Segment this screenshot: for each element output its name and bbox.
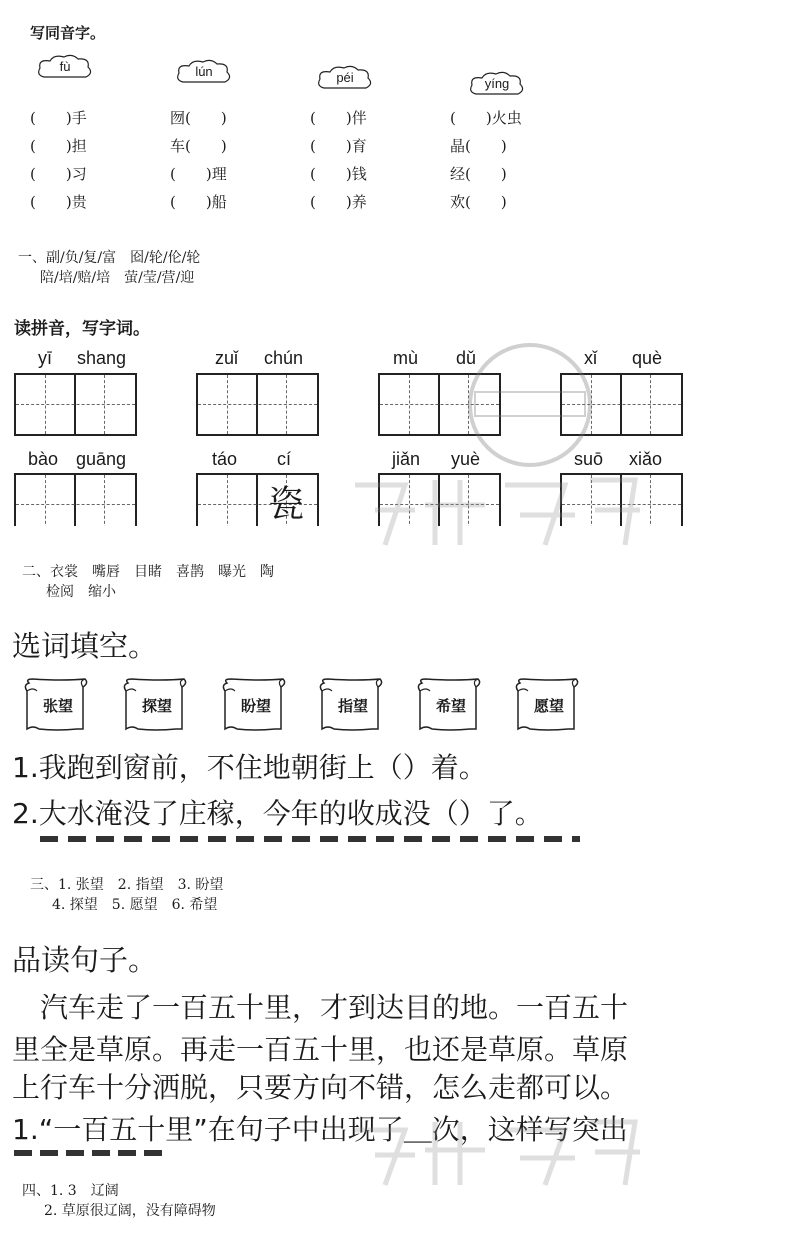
pinyin: yuè [451, 449, 481, 469]
word-scroll-2 [122, 677, 192, 733]
pinyin: yī [38, 348, 53, 368]
pinyin-cloud-1 [36, 53, 94, 83]
word-scroll-1 [23, 677, 93, 733]
scroll-word: 愿望 [533, 697, 564, 715]
section2-title: 读拼音，写字词。 [14, 319, 150, 339]
watermark-icon [345, 465, 645, 555]
watermark-icon [345, 1110, 645, 1190]
scroll-word: 希望 [435, 697, 466, 715]
answer-3-line2: 4. 探望 5. 愿望 6. 希望 [52, 897, 218, 913]
blank-2-1[interactable]: ( )担 [30, 137, 87, 155]
cloud-pinyin: yíng [484, 76, 510, 91]
blank-2-3[interactable]: ( )育 [310, 137, 367, 155]
answer-4-line1: 四、1. 3 辽阔 [22, 1183, 119, 1199]
pinyin-cloud-2 [175, 58, 233, 88]
answer-4-line2: 2. 草原很辽阔，没有障碍物 [44, 1203, 216, 1219]
pinyin: táo [212, 449, 238, 469]
section1-title: 写同音字。 [30, 24, 106, 42]
word-scroll-4 [318, 677, 388, 733]
pinyin: cí [277, 449, 292, 469]
pinyin: xiǎo [629, 449, 663, 469]
pinyin: zuǐ [215, 348, 239, 368]
answer-1-line2: 陪/培/赔/培 萤/莹/营/迎 [40, 270, 195, 286]
scroll-word: 盼望 [240, 697, 271, 715]
answer-3-line1: 三、1. 张望 2. 指望 3. 盼望 [30, 877, 224, 893]
blank-1-2[interactable]: 囫( ) [170, 109, 227, 127]
blank-4-1[interactable]: ( )贵 [30, 193, 87, 211]
scroll-word: 指望 [337, 697, 368, 715]
pinyin-cloud-3 [316, 64, 374, 94]
write-grid[interactable] [14, 373, 137, 436]
word-scroll-5 [416, 677, 486, 733]
scroll-word: 张望 [42, 697, 73, 715]
question-3-1: 1.我跑到窗前，不住地朝街上（）着。 [12, 751, 487, 784]
pinyin: shang [77, 348, 127, 368]
cloud-pinyin: lún [195, 64, 213, 79]
pinyin: xǐ [584, 348, 597, 368]
question-3-2: 2.大水淹没了庄稼，今年的收成没（）了。 [12, 797, 543, 830]
section4-title: 品读句子。 [12, 943, 158, 977]
blank-2-4[interactable]: 晶( ) [450, 137, 507, 155]
pinyin: jiǎn [392, 449, 421, 469]
section3-title: 选词填空。 [12, 629, 158, 663]
blank-3-4[interactable]: 经( ) [450, 165, 507, 183]
blank-2-2[interactable]: 车( ) [170, 137, 227, 155]
blank-3-2[interactable]: ( )理 [170, 165, 227, 183]
answer-2-line2: 检阅 缩小 [46, 584, 116, 600]
answer-2-line1: 二、衣裳 嘴唇 目睹 喜鹊 曝光 陶 [22, 564, 274, 580]
write-grid[interactable] [196, 373, 319, 436]
passage-line-3: 上行车十分洒脱，只要方向不错，怎么走都可以。 [12, 1071, 629, 1104]
blank-4-4[interactable]: 欢( ) [450, 193, 507, 211]
blank-3-1[interactable]: ( )习 [30, 165, 87, 183]
blank-1-4[interactable]: ( )火虫 [450, 109, 522, 127]
pinyin: què [632, 348, 663, 368]
cloud-pinyin: péi [336, 70, 354, 85]
blank-1-1[interactable]: ( )手 [30, 109, 87, 127]
question-4-1: 1.“一百五十里”在句子中出现了＿次，这样写突出 [12, 1113, 628, 1146]
watermark-stamp-icon [465, 340, 595, 470]
filled-character: 瓷 [268, 484, 305, 525]
cloud-pinyin: fù [59, 59, 71, 74]
blank-4-2[interactable]: ( )船 [170, 193, 227, 211]
scroll-word: 探望 [141, 697, 172, 715]
passage-line-2: 里全是草原。再走一百五十里，也还是草原。草原 [12, 1033, 629, 1066]
pinyin: chún [264, 348, 304, 368]
word-scroll-6 [514, 677, 584, 733]
blank-4-3[interactable]: ( )养 [310, 193, 367, 211]
answer-1-line1: 一、副/负/复/富 囵/轮/伦/轮 [18, 250, 201, 266]
passage-line-1: 汽车走了一百五十里，才到达目的地。一百五十 [40, 991, 629, 1024]
cropped-line [40, 836, 580, 842]
blank-3-3[interactable]: ( )钱 [310, 165, 367, 183]
cropped-line [14, 1150, 164, 1156]
pinyin: mù [393, 348, 419, 368]
pinyin: suō [574, 449, 604, 469]
pinyin: bào [28, 449, 59, 469]
pinyin-cloud-4 [468, 70, 526, 100]
pinyin: guāng [76, 449, 127, 469]
word-scroll-3 [221, 677, 291, 733]
blank-1-3[interactable]: ( )伴 [310, 109, 367, 127]
pinyin: dǔ [456, 348, 477, 368]
